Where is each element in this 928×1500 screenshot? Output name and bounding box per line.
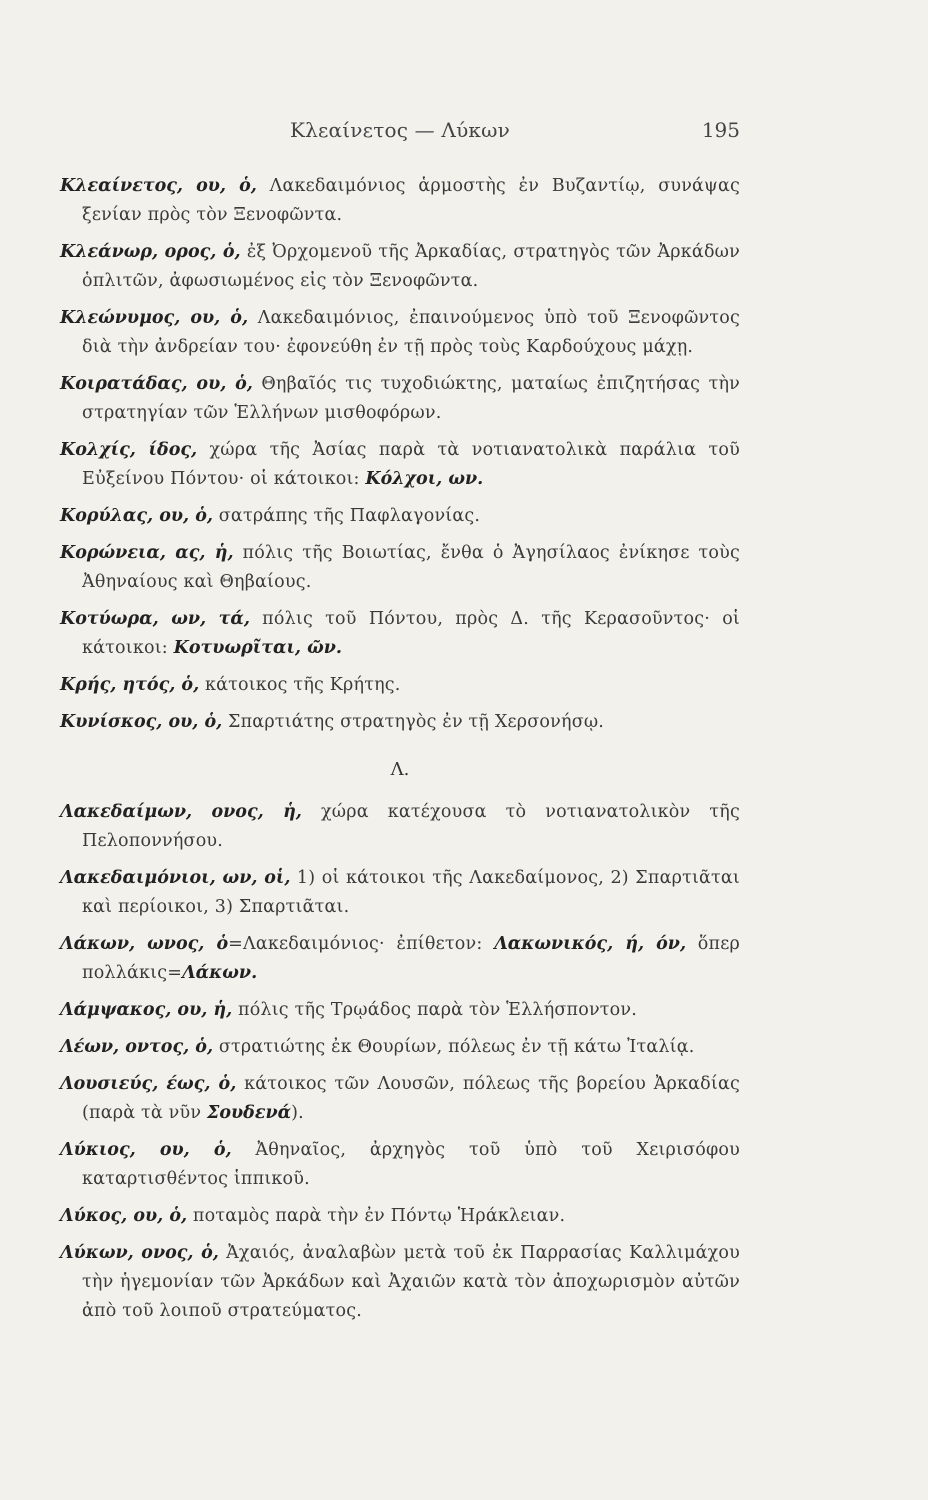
entry-kotyora [60, 605, 740, 663]
headword: Κυνίσκος, ου, ὁ, [60, 712, 223, 732]
headword: Κορύλας, ου, ὁ, [60, 506, 214, 526]
headword: Λακεδαίμων, ονος, ἡ, [60, 802, 302, 822]
headword: Κλεάνωρ, ορος, ὁ, [60, 242, 241, 262]
definition: =Λακεδαιμόνιος· ἐπίθετον: [228, 934, 495, 954]
definition: ποταμὸς παρὰ τὴν ἐν Πόντῳ Ἡράκλειαν. [187, 1206, 566, 1226]
entry-koroneia [60, 539, 740, 597]
definition: Λακεδαιμόνιος ἁρμοστὴς ἐν Βυζαντίῳ, συνάψας ξενίαν πρὸς τὸν Ξενοφῶντα. [82, 176, 740, 225]
headword: Λάμψακος, ου, ἡ, [60, 1000, 233, 1020]
entry-lampsakos [60, 996, 740, 1025]
entry-lakedaimonioi [60, 864, 740, 922]
definition: σατράπης τῆς Παφλαγονίας. [213, 506, 481, 526]
definition: Λακεδαιμόνιος, ἐπαινούμενος ὑπὸ τοῦ Ξενοφῶντος διὰ τὴν ἀνδρείαν του· ἐφονεύθη ἐν τῇ πρὸς τοὺς Καρδούχους μάχῃ. [82, 308, 741, 357]
entry-kyniskos [60, 708, 740, 737]
headword: Κολχίς, ίδος, [60, 440, 198, 460]
definition: Ἀχαιός, ἀναλαβὼν μετὰ τοῦ ἐκ Παρρασίας Καλλιμάχου τὴν ἡγεμονίαν τῶν Ἀρκάδων καὶ Ἀχαιῶν κατὰ τὸν ἀποχωρισμὸν αὐτῶν ἀπὸ τοῦ λοιποῦ στρατεύματος. [82, 1243, 740, 1321]
derived-form: Κόλχοι, ων. [365, 469, 484, 489]
headword: Κοιρατάδας, ου, ὁ, [60, 374, 253, 394]
section-letter: Λ. [390, 759, 410, 780]
entry-lakedaimon [60, 798, 740, 856]
headword: Κρής, ητός, ὁ, [60, 675, 200, 695]
entry-kleonymos [60, 304, 740, 362]
definition: κάτοικος τῆς Κρήτης. [199, 675, 401, 695]
headword: Λάκων, ωνος, ὁ [60, 934, 229, 954]
headword: Λακεδαιμόνιοι, ων, οἱ, [60, 868, 291, 888]
entry-koiratadas [60, 370, 740, 428]
entry-kleanor [60, 238, 740, 296]
entry-kleainetos [60, 172, 740, 230]
entry-lakon [60, 930, 740, 988]
entry-lykon [60, 1239, 740, 1326]
definition: χώρα κατέχουσα τὸ νοτιανατολικὸν τῆς Πελοποννήσου. [82, 802, 740, 851]
headword: Λύκιος, ου, ὁ, [60, 1140, 232, 1160]
definition: ἐξ Ὀρχομενοῦ τῆς Ἀρκαδίας, στρατηγὸς τῶν Ἀρκάδων ὁπλιτῶν, ἀφωσιωμένος εἰς τὸν Ξενοφῶντα. [82, 242, 740, 291]
glossary-entries [60, 172, 740, 1334]
definition-continued: ). [291, 1103, 304, 1123]
definition: Ἀθηναῖος, ἀρχηγὸς τοῦ ὑπὸ τοῦ Χειρισόφου καταρτισθέντος ἱππικοῦ. [82, 1140, 740, 1189]
entry-lousieus [60, 1070, 740, 1128]
headword: Κλεαίνετος, ου, ὁ, [60, 176, 257, 196]
definition-continued: ὅπερ πολλάκις= [82, 934, 740, 983]
entry-korylas [60, 502, 740, 531]
entry-kres [60, 671, 740, 700]
entry-kolchis [60, 436, 740, 494]
entry-lykos [60, 1202, 740, 1231]
headword: Λύκος, ου, ὁ, [60, 1206, 188, 1226]
definition: κάτοικος τῶν Λουσῶν, πόλεως τῆς βορείου Ἀρκαδίας (παρὰ τὰ νῦν [82, 1074, 741, 1123]
running-head [60, 118, 740, 148]
entry-leon [60, 1033, 740, 1062]
headword: Λύκων, ονος, ὁ, [60, 1243, 219, 1263]
definition: Σπαρτιάτης στρατηγὸς ἐν τῇ Χερσονήσῳ. [222, 712, 605, 732]
entry-lykios [60, 1136, 740, 1194]
definition: στρατιώτης ἐκ Θουρίων, πόλεως ἐν τῇ κάτω Ἰταλίᾳ. [213, 1037, 695, 1057]
derived-form: Κοτυωρῖται, ῶν. [173, 638, 343, 658]
running-title: Κλεαίνετος — Λύκων [289, 118, 511, 142]
definition: 1) οἱ κάτοικοι τῆς Λακεδαίμονος, 2) Σπαρτιᾶται καὶ περίοικοι, 3) Σπαρτιᾶται. [82, 868, 740, 917]
page-number: 195 [701, 118, 740, 142]
headword: Κοτύωρα, ων, τά, [60, 609, 250, 629]
definition: πόλις τῆς Βοιωτίας, ἔνθα ὁ Ἀγησίλαος ἐνίκησε τοὺς Ἀθηναίους καὶ Θηβαίους. [82, 543, 740, 592]
definition: Θηβαῖός τις τυχοδιώκτης, ματαίως ἐπιζητήσας τὴν στρατηγίαν τῶν Ἑλλήνων μισθοφόρων. [82, 374, 740, 423]
definition: πόλις τοῦ Πόντου, πρὸς Δ. τῆς Κερασοῦντος· οἱ κάτοικοι: [82, 609, 740, 658]
derived-form: Σουδενά [206, 1103, 292, 1123]
derived-form-2: Λάκων. [182, 963, 258, 983]
definition: πόλις τῆς Τρῳάδος παρὰ τὸν Ἑλλήσποντον. [232, 1000, 638, 1020]
headword: Κλεώνυμος, ου, ὁ, [60, 308, 249, 328]
headword: Λουσιεύς, έως, ὁ, [60, 1074, 237, 1094]
headword: Κορώνεια, ας, ἡ, [60, 543, 234, 563]
headword: Λέων, οντος, ὁ, [60, 1037, 214, 1057]
definition: χώρα τῆς Ἀσίας παρὰ τὰ νοτιανατολικὰ παράλια τοῦ Εὐξείνου Πόντου· οἱ κάτοικοι: [82, 440, 740, 489]
derived-form: Λακωνικός, ή, όν, [494, 934, 687, 954]
